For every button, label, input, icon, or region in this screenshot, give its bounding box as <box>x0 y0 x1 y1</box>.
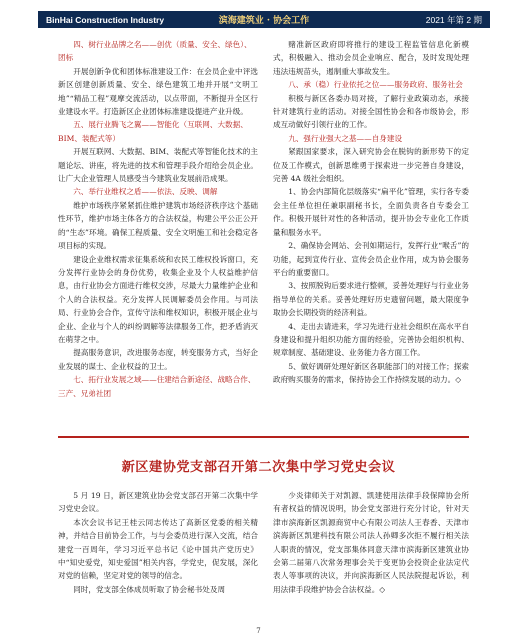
issue-number: 2021 年第 2 期 <box>425 14 482 25</box>
paragraph: 1、协会内部简化层级落实“扁平化”管理，实行各专委会主任单位担任兼职副秘书长，全面负责各自专委会工作。积极开展针对性的各种活动，提升协会专业化工作质量和服务水平。 <box>273 187 469 237</box>
section-heading: 七、拓行业发展之域——住建结合新途径、战略合作、三产、兄弟社团 <box>58 375 256 398</box>
paragraph: 开展互联网、大数据、BIM、装配式等智能化技术的主题论坛、讲座，将先进的技术和管理手段介绍给会员企业。让广大企业管理人员感受当今建筑业发展前沿成果。 <box>58 147 258 184</box>
paragraph: 赌准新区政府即将推行的建设工程监管信息化新模式，积极融入、推动会员企业响应、配合，及时发现处理违法违规苗头，遏制重大事故发生。 <box>273 40 469 76</box>
section-heading: 五、展行业腾飞之翼——智能化（互联网、大数据、BIM、装配式等） <box>58 120 248 143</box>
page-header <box>38 11 490 28</box>
section-title: 滨海建筑业 · 协会工作 <box>218 16 310 26</box>
paragraph: 少炎律师关于对凯源、凯建使用法律手段保障协会所有者权益的情况说明，协会党支部进行充分讨论，针对天津市滨海新区凯源商贸中心有限公司法人王春香、天津市滨海新区凯建科技有限公司法人孙卿多次拒不履行相关法人职责的情况，党支部集体同意天津市滨海新区建筑业协会第二届第八次常务理事会关于变更协会投资企业法定代表人等事项的决议，并向滨海新区人民法院提起诉讼，利用法律手段维护协会合法权益。◇ <box>273 491 469 594</box>
paragraph: 本次会议书记王桂云同志传达了高新区党委的相关精神，并结合目前协会工作，与与会委员进行深入交流，结合建党一百周年，学习习近平总书记《论中国共产党历史》中“知史爱党，知史爱国”相关内容，学党史，促发展，深化对党的信赖，坚定对党的领导的信念。 <box>58 517 258 581</box>
article-title: 新区建协党支部召开第二次集中学习党史会议 <box>121 460 396 475</box>
paragraph: 开展创新争优和团体标准建设工作：在会员企业中评选新区创建创新质量、安全、绿色建筑工地并开展“文明工地”“精品工程”观摩交流活动，以点带面，不断提升全区行业建设水平。打造新区企业团体标准建设提进产业升级。 <box>58 66 258 117</box>
right-column <box>273 38 469 387</box>
section-heading: 六、举行业维权之盾——依法、反映、调解 <box>73 187 218 197</box>
page-number: 7 <box>256 627 261 635</box>
section-divider <box>58 436 469 438</box>
paragraph: 5、做好调研处理好新区各职能部门的对接工作；探索政府购买服务的需求，保持协会工作持续发展的动力。◇ <box>273 361 469 385</box>
paragraph: 维护市场秩序紧紧抓住维护建筑市场经济秩序这个基础性环节，维护市场主体各方的合法权益，构建公平公正公开的“生态”环境。确保工程质量、安全文明施工和社会稳定各项目标的实现。 <box>58 200 258 251</box>
paragraph: 2、确保协会网站、会刊如期运行，发挥行业“喉舌”的功能，起到宣传行业、宣传会员企业作用，成为协会服务平台的重要窗口。 <box>273 241 469 277</box>
section-heading: 八、承（稳）行业依托之位——服务政府、服务社会 <box>288 80 463 90</box>
paragraph: 3、按照脱钩后要求进行整顿，妥善处理好与行业业务指导单位的关系。妥善处理好历史遗留问题，最大限度争取协会长期投资的经济利益。 <box>273 281 469 318</box>
paragraph: 4、走出去请进来，学习先进行业社会组织在高水平自身建设和提升组织功能方面的经验，完善协会组织机构、规章制度、基础建设、业务能力各方面工作。 <box>273 321 469 358</box>
paragraph: 紧跟国家要求，深入研究协会在脱钩的新形势下的定位及工作模式，创新思维勇于探索进一步完善自身建设，完善 4A 级社会组织。 <box>273 147 469 184</box>
magazine-title-en: BinHai Construction Industry <box>46 14 165 25</box>
paragraph: 建设企业维权需求征集系统和农民工维权投诉窗口，充分发挥行业协会的身份优势，收集企业及个人权益维护信息，由行业协会方面进行维权交涉，尽最大力量维护企业和个人的合法权益。充分发挥人民调解委员会作用。与司法局、行业协会合作，宣传守法和维权知识，积极开展企业与企业、企业与个人的纠纷调解等法律服务工作，把矛盾消灭在萌芽之中。 <box>58 254 258 344</box>
left-column <box>58 38 258 400</box>
paragraph: 积极与新区各委办局对接，了解行业政策动态，承接针对建筑行业的活动。对接全国性协会和各市级协会，形成互动做好引领行业的工作。 <box>273 93 469 130</box>
section-heading: 四、树行业品牌之名——创优（质量、安全、绿色）、团标 <box>58 40 252 63</box>
article-right-column <box>273 489 469 596</box>
paragraph: 同时，党支部全体成员听取了协会秘书处及周 <box>73 584 226 594</box>
paragraph: 5 月 19 日，新区建筑业协会党支部召开第二次集中学习党史会议。 <box>58 491 258 514</box>
article-left-column <box>58 489 258 596</box>
section-heading: 九、强行业强大之基——自身建设 <box>288 133 403 143</box>
paragraph: 提高服务意识，改进服务态度，转变服务方式，当好企业发展的谋士、企业权益的卫士。 <box>58 348 258 371</box>
